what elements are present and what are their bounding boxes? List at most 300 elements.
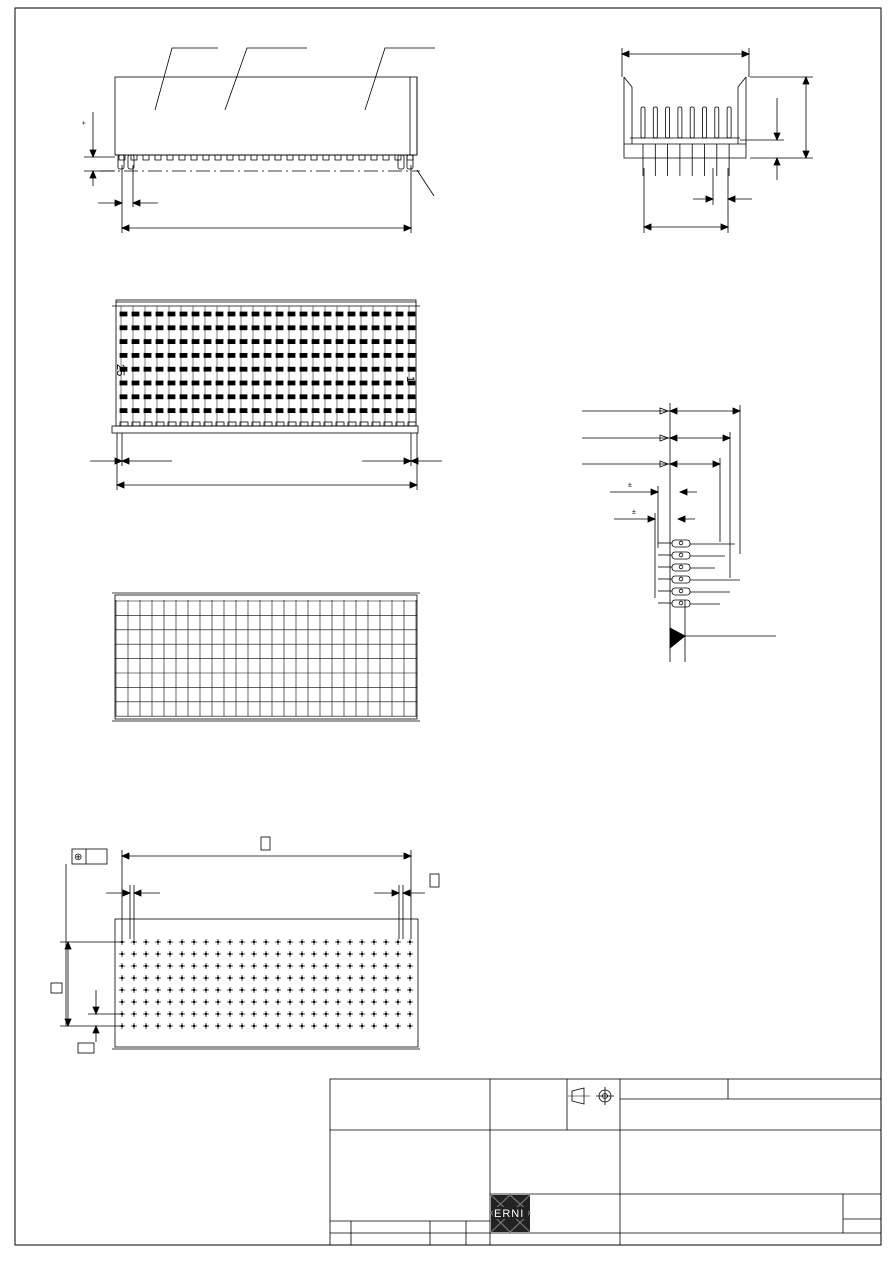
hole-mark — [143, 987, 149, 993]
hole-mark — [227, 951, 233, 957]
hole-mark — [383, 999, 389, 1005]
contact-cavity — [396, 395, 403, 399]
hole-mark — [251, 987, 257, 993]
contact-cavity — [156, 353, 163, 357]
front-tooth — [407, 155, 413, 160]
hole-mark — [323, 975, 329, 981]
contact-cavity — [204, 312, 211, 316]
contact-cavity — [336, 367, 343, 371]
contact-cavity — [120, 395, 127, 399]
contact-cavity — [276, 395, 283, 399]
contact-cavity — [168, 326, 175, 330]
hole-mark — [179, 939, 185, 945]
hole-mark — [227, 939, 233, 945]
hole-mark — [131, 963, 137, 969]
hole-mark — [227, 963, 233, 969]
front-view — [81, 48, 435, 233]
front-tooth — [323, 155, 329, 160]
contact-cavity — [252, 353, 259, 357]
contact-cavity — [180, 353, 187, 357]
contact-cavity — [288, 353, 295, 357]
contact-cavity — [384, 395, 391, 399]
contact-cavity — [312, 409, 319, 413]
contact-cavity — [276, 381, 283, 385]
contact-cavity — [276, 353, 283, 357]
contact-cavity — [144, 381, 151, 385]
hole-mark — [383, 951, 389, 957]
contact-cavity — [168, 409, 175, 413]
hole-mark — [143, 951, 149, 957]
hole-mark — [359, 999, 365, 1005]
contact-cavity — [372, 409, 379, 413]
contact-cavity — [168, 312, 175, 316]
position-symbol: ⊕ — [74, 852, 83, 863]
contact-cavity — [204, 367, 211, 371]
hole-mark — [335, 963, 341, 969]
hole-mark — [179, 1011, 185, 1017]
hole-mark — [275, 975, 281, 981]
contact-cavity — [216, 367, 223, 371]
contact-cavity — [372, 326, 379, 330]
contact-cavity — [156, 312, 163, 316]
contact-cavity — [156, 409, 163, 413]
hole-mark — [251, 1023, 257, 1029]
contact-cavity — [408, 353, 415, 357]
contact-cavity — [228, 367, 235, 371]
hole-mark — [395, 1023, 401, 1029]
bottom-grid — [115, 600, 417, 716]
hole-mark — [215, 1011, 221, 1017]
hole-mark — [143, 1023, 149, 1029]
hole-mark — [371, 1023, 377, 1029]
hole-mark — [215, 975, 221, 981]
hole-mark — [251, 951, 257, 957]
hole-mark — [251, 939, 257, 945]
hole-mark — [323, 1011, 329, 1017]
contact-cavity — [324, 395, 331, 399]
contact-cavity — [384, 381, 391, 385]
hole-mark — [359, 951, 365, 957]
hole-mark — [383, 939, 389, 945]
hole-mark — [239, 975, 245, 981]
contact-cavity — [360, 326, 367, 330]
contact-cavity — [276, 340, 283, 344]
hole-mark — [323, 939, 329, 945]
contact-cavity — [360, 312, 367, 316]
front-tooth — [143, 155, 149, 160]
contact-cavity — [156, 367, 163, 371]
front-tooth — [251, 155, 257, 160]
side-pin-upper — [641, 107, 645, 138]
contact-cavity — [264, 326, 271, 330]
front-tooth — [311, 155, 317, 160]
contact-cavity — [396, 312, 403, 316]
contact-cavity — [312, 353, 319, 357]
hole-mark — [311, 1011, 317, 1017]
hole-mark — [155, 939, 161, 945]
contact-cavity — [180, 326, 187, 330]
pin-hole — [679, 541, 683, 545]
hole-mark — [287, 963, 293, 969]
hole-mark — [371, 999, 377, 1005]
hole-mark — [407, 1011, 413, 1017]
contact-cavity — [264, 381, 271, 385]
pin-tol-b: ± — [632, 509, 636, 516]
hole-mark — [131, 999, 137, 1005]
contact-cavity — [216, 353, 223, 357]
hole-mark — [167, 963, 173, 969]
contact-cavity — [168, 395, 175, 399]
contact-cavity — [132, 381, 139, 385]
contact-cavity — [120, 326, 127, 330]
contact-cavity — [288, 340, 295, 344]
contact-cavity-grid — [120, 306, 416, 426]
hole-mark — [155, 1011, 161, 1017]
side-pin-upper — [715, 107, 719, 138]
hole-mark — [251, 963, 257, 969]
hole-mark — [359, 963, 365, 969]
contact-cavity — [156, 395, 163, 399]
hole-mark — [191, 1011, 197, 1017]
hole-mark — [167, 951, 173, 957]
hole-mark — [371, 951, 377, 957]
hole-mark — [347, 1023, 353, 1029]
contact-cavity — [252, 326, 259, 330]
contact-cavity — [180, 367, 187, 371]
sheet-border — [15, 8, 881, 1245]
hole-mark — [203, 1023, 209, 1029]
hole-mark — [395, 999, 401, 1005]
hole-mark — [239, 951, 245, 957]
front-dim-plus: + — [81, 120, 88, 125]
contact-cavity — [384, 409, 391, 413]
contact-cavity — [300, 353, 307, 357]
hole-mark — [155, 999, 161, 1005]
front-tooth — [299, 155, 305, 160]
hole-mark — [215, 987, 221, 993]
contact-cavity — [192, 367, 199, 371]
hole-mark — [311, 987, 317, 993]
pin-hole — [679, 553, 683, 557]
hole-mark — [251, 999, 257, 1005]
hole-mark — [251, 1011, 257, 1017]
front-tooth — [167, 155, 173, 160]
hole-mark — [323, 1023, 329, 1029]
contact-cavity — [132, 326, 139, 330]
contact-cavity — [396, 381, 403, 385]
contact-cavity — [204, 395, 211, 399]
hole-mark — [215, 939, 221, 945]
contact-cavity — [276, 367, 283, 371]
hole-mark — [203, 1011, 209, 1017]
hole-mark — [203, 963, 209, 969]
front-tooth — [347, 155, 353, 160]
hole-mark — [191, 951, 197, 957]
front-contact-teeth — [118, 155, 413, 169]
contact-cavity — [348, 312, 355, 316]
top-view-housing — [90, 300, 442, 490]
hole-mark — [131, 951, 137, 957]
hole-mark — [263, 1023, 269, 1029]
contact-cavity — [264, 312, 271, 316]
hole-mark — [275, 1023, 281, 1029]
contact-cavity — [312, 367, 319, 371]
hole-mark — [263, 987, 269, 993]
pin-hole — [679, 601, 683, 605]
contact-cavity — [384, 353, 391, 357]
hole-mark — [179, 999, 185, 1005]
hole-mark — [347, 975, 353, 981]
side-pin-upper — [690, 107, 694, 138]
hole-mark — [227, 975, 233, 981]
hole-mark — [371, 939, 377, 945]
hole-mark — [227, 987, 233, 993]
hole-mark — [287, 999, 293, 1005]
contact-cavity — [300, 326, 307, 330]
hole-mark — [287, 951, 293, 957]
contact-cavity — [156, 340, 163, 344]
hole-mark — [143, 939, 149, 945]
hole-mark — [407, 999, 413, 1005]
hole-mark — [347, 1011, 353, 1017]
hole-mark — [227, 1011, 233, 1017]
side-pin-upper — [666, 107, 670, 138]
contact-cavity — [168, 381, 175, 385]
hole-mark — [263, 999, 269, 1005]
hole-mark — [167, 1023, 173, 1029]
hole-mark — [191, 939, 197, 945]
contact-cavity — [336, 312, 343, 316]
front-peg-right-2 — [407, 155, 413, 169]
contact-cavity — [264, 409, 271, 413]
hole-mark — [263, 939, 269, 945]
hole-mark — [239, 987, 245, 993]
hole-mark — [311, 939, 317, 945]
contact-cavity — [300, 312, 307, 316]
hole-mark — [395, 987, 401, 993]
contact-cavity — [252, 409, 259, 413]
position-tolerance-icon — [596, 1087, 614, 1105]
contact-cavity — [312, 312, 319, 316]
contact-cavity — [360, 395, 367, 399]
contact-cavity — [252, 395, 259, 399]
contact-cavity — [252, 312, 259, 316]
hole-mark — [335, 999, 341, 1005]
contact-cavity — [348, 367, 355, 371]
hole-mark — [179, 975, 185, 981]
title-block — [330, 1079, 881, 1245]
hole-mark — [371, 987, 377, 993]
contact-cavity — [276, 312, 283, 316]
pin-hole — [679, 565, 683, 569]
contact-cavity — [216, 381, 223, 385]
contact-cavity — [204, 353, 211, 357]
hole-mark — [131, 939, 137, 945]
hole-mark — [299, 939, 305, 945]
hole-mark — [191, 1023, 197, 1029]
contact-cavity — [348, 409, 355, 413]
hole-mark — [263, 1011, 269, 1017]
contact-cavity — [240, 312, 247, 316]
hole-mark — [395, 939, 401, 945]
hole-mark — [239, 1011, 245, 1017]
svg-text:ERNI: ERNI — [494, 1208, 525, 1220]
contact-cavity — [324, 381, 331, 385]
contact-cavity — [408, 326, 415, 330]
hole-mark — [299, 975, 305, 981]
contact-cavity — [204, 381, 211, 385]
contact-cavity — [276, 326, 283, 330]
pin-length-detail — [582, 403, 776, 662]
hole-mark — [359, 1011, 365, 1017]
front-tooth — [359, 155, 365, 160]
contact-cavity — [336, 353, 343, 357]
contact-cavity — [240, 326, 247, 330]
contact-cavity — [336, 340, 343, 344]
contact-cavity — [216, 409, 223, 413]
hole-mark — [203, 975, 209, 981]
hole-mark — [119, 999, 125, 1005]
contact-cavity — [396, 340, 403, 344]
hole-mark — [311, 951, 317, 957]
side-pin-upper — [678, 107, 682, 138]
hole-mark — [299, 999, 305, 1005]
hole-mark — [131, 987, 137, 993]
hole-mark — [191, 975, 197, 981]
front-tooth — [191, 155, 197, 160]
contact-cavity — [120, 340, 127, 344]
contact-cavity — [264, 395, 271, 399]
contact-cavity — [300, 395, 307, 399]
hole-mark — [359, 939, 365, 945]
contact-cavity — [252, 340, 259, 344]
hole-mark — [155, 1023, 161, 1029]
contact-cavity — [336, 326, 343, 330]
contact-cavity — [144, 409, 151, 413]
contact-cavity — [240, 381, 247, 385]
svg-text:25: 25 — [114, 364, 126, 377]
contact-cavity — [372, 395, 379, 399]
contact-cavity — [180, 381, 187, 385]
hole-mark — [167, 939, 173, 945]
hole-mark — [407, 975, 413, 981]
contact-cavity — [384, 312, 391, 316]
contact-cavity — [144, 312, 151, 316]
contact-cavity — [156, 381, 163, 385]
contact-cavity — [288, 381, 295, 385]
contact-cavity — [192, 340, 199, 344]
contact-cavity — [228, 340, 235, 344]
contact-cavity — [312, 395, 319, 399]
hole-mark — [263, 951, 269, 957]
contact-cavity — [348, 326, 355, 330]
side-view — [622, 48, 813, 233]
contact-cavity — [228, 409, 235, 413]
hole-mark — [407, 1023, 413, 1029]
hole-mark — [383, 987, 389, 993]
hole-mark — [179, 963, 185, 969]
hole-mark — [155, 951, 161, 957]
row-code-left — [114, 364, 126, 376]
contact-cavity — [144, 340, 151, 344]
contact-cavity — [312, 326, 319, 330]
contact-cavity — [408, 312, 415, 316]
contact-cavity — [372, 312, 379, 316]
contact-cavity — [324, 326, 331, 330]
contact-cavity — [228, 353, 235, 357]
hole-mark — [323, 999, 329, 1005]
contact-cavity — [408, 409, 415, 413]
hole-mark — [191, 987, 197, 993]
hole-mark — [347, 963, 353, 969]
contact-cavity — [204, 409, 211, 413]
row-code-right — [404, 376, 416, 382]
hole-mark — [371, 975, 377, 981]
hole-mark — [119, 987, 125, 993]
contact-cavity — [384, 367, 391, 371]
front-tooth — [287, 155, 293, 160]
contact-cavity — [372, 340, 379, 344]
side-pin-upper — [727, 107, 731, 138]
hole-mark — [155, 987, 161, 993]
hole-mark — [347, 999, 353, 1005]
hole-mark — [311, 1023, 317, 1029]
hole-mark — [395, 951, 401, 957]
hole-mark — [383, 963, 389, 969]
hole-pattern — [119, 939, 413, 1029]
hole-mark — [335, 939, 341, 945]
hole-mark — [323, 951, 329, 957]
hole-mark — [383, 975, 389, 981]
pin-tol-a: ± — [628, 482, 632, 489]
hole-mark — [131, 1023, 137, 1029]
contact-cavity — [168, 353, 175, 357]
contact-cavity — [396, 353, 403, 357]
hole-mark — [407, 963, 413, 969]
contact-cavity — [204, 340, 211, 344]
front-tooth — [203, 155, 209, 160]
hole-mark — [131, 975, 137, 981]
contact-cavity — [372, 367, 379, 371]
contact-cavity — [240, 340, 247, 344]
contact-cavity — [324, 353, 331, 357]
contact-cavity — [348, 340, 355, 344]
hole-mark — [359, 975, 365, 981]
row-span-dim-box — [51, 983, 62, 993]
contact-cavity — [180, 395, 187, 399]
hole-mark — [119, 975, 125, 981]
front-tooth — [155, 155, 161, 160]
hole-mark — [335, 1011, 341, 1017]
contact-cavity — [264, 353, 271, 357]
hole-mark — [359, 987, 365, 993]
hole-mark — [179, 987, 185, 993]
contact-cavity — [336, 381, 343, 385]
contact-cavity — [132, 340, 139, 344]
hole-mark — [287, 975, 293, 981]
hole-mark — [179, 951, 185, 957]
contact-cavity — [228, 326, 235, 330]
leader-1 — [155, 48, 218, 110]
contact-cavity — [192, 326, 199, 330]
pin-hole — [679, 577, 683, 581]
contact-cavity — [384, 326, 391, 330]
contact-cavity — [348, 353, 355, 357]
first-angle-projection-icon — [568, 1088, 590, 1104]
contact-cavity — [276, 409, 283, 413]
contact-cavity — [408, 340, 415, 344]
contact-cavity — [132, 395, 139, 399]
